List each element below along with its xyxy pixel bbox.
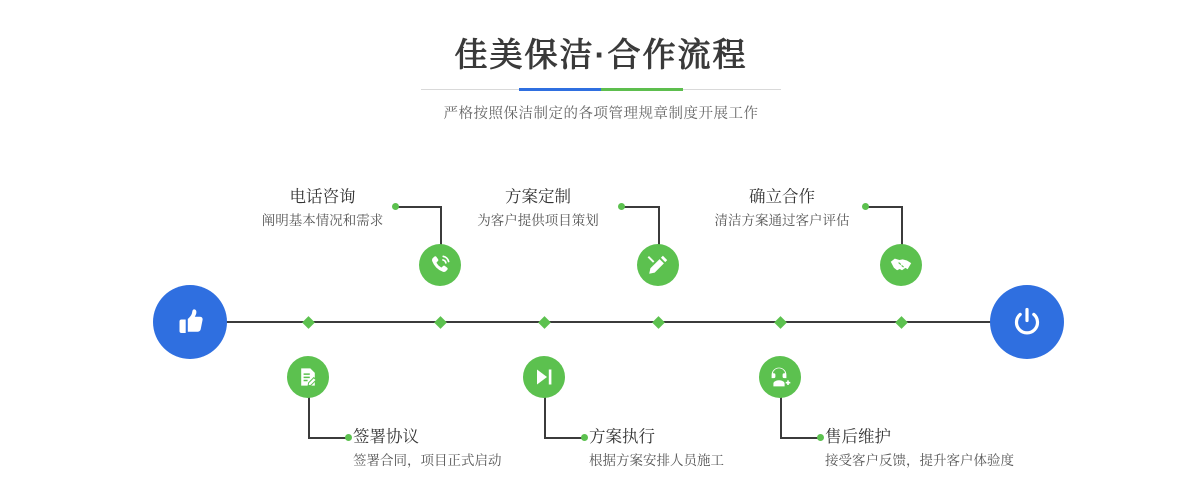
timeline-end-badge [990,285,1064,359]
phone-call-icon [428,253,452,277]
axis-marker-4 [538,316,551,329]
step-node-4[interactable] [523,356,565,398]
axis-marker-2 [302,316,315,329]
step-desc-1: 阐明基本情况和需求 [261,213,384,228]
connector-horizontal-1 [396,206,440,208]
step-label-6 [825,426,1014,471]
timeline-start-badge [153,285,227,359]
headset-support-icon [768,365,792,389]
step-desc-3: 为客户提供项目策划 [477,213,599,228]
step-desc-6: 接受客户反馈，提升客户体验度 [825,453,1014,468]
step-node-5[interactable] [880,244,922,286]
step-desc-2: 签署合同，项目正式启动 [353,453,502,468]
document-edit-icon [296,365,320,389]
step-title-2: 签署协议 [353,428,419,446]
axis-marker-3 [652,316,665,329]
pencil-ruler-icon [646,253,670,277]
step-node-3[interactable] [637,244,679,286]
connector-horizontal-4 [544,437,584,439]
step-label-3 [462,186,614,231]
page-subtitle: 严格按照保洁制定的各项管理规章制度开展工作 [443,106,759,122]
step-label-4 [589,426,724,471]
step-title-4: 方案执行 [589,428,655,446]
label-dot-6 [817,434,824,441]
handshake-icon [889,253,913,277]
label-dot-5 [862,203,869,210]
page-title: 佳美保洁·合作流程 [454,36,748,73]
header [0,34,1202,123]
step-desc-4: 根据方案安排人员施工 [589,453,724,468]
title-divider [421,88,781,91]
connector-horizontal-6 [780,437,820,439]
step-label-2 [353,426,502,471]
divider-segment-blue [519,88,601,91]
connector-horizontal-5 [866,206,901,208]
step-title-1: 电话咨询 [289,188,356,206]
label-dot-2 [345,434,352,441]
step-title-6: 售后维护 [825,428,891,446]
step-title-3: 方案定制 [505,188,571,206]
step-label-1 [250,186,395,231]
label-dot-3 [618,203,625,210]
axis-marker-1 [434,316,447,329]
step-node-1[interactable] [419,244,461,286]
power-icon [1007,302,1047,342]
step-node-2[interactable] [287,356,329,398]
play-forward-icon [532,365,556,389]
label-dot-4 [581,434,588,441]
step-label-5 [707,186,857,231]
connector-horizontal-2 [308,437,348,439]
connector-horizontal-3 [622,206,658,208]
divider-segment-green [601,88,683,91]
step-node-6[interactable] [759,356,801,398]
axis-marker-6 [774,316,787,329]
axis-marker-5 [895,316,908,329]
thumbs-up-icon [172,304,208,340]
step-title-5: 确立合作 [749,188,815,206]
step-desc-5: 清洁方案通过客户评估 [714,213,850,228]
